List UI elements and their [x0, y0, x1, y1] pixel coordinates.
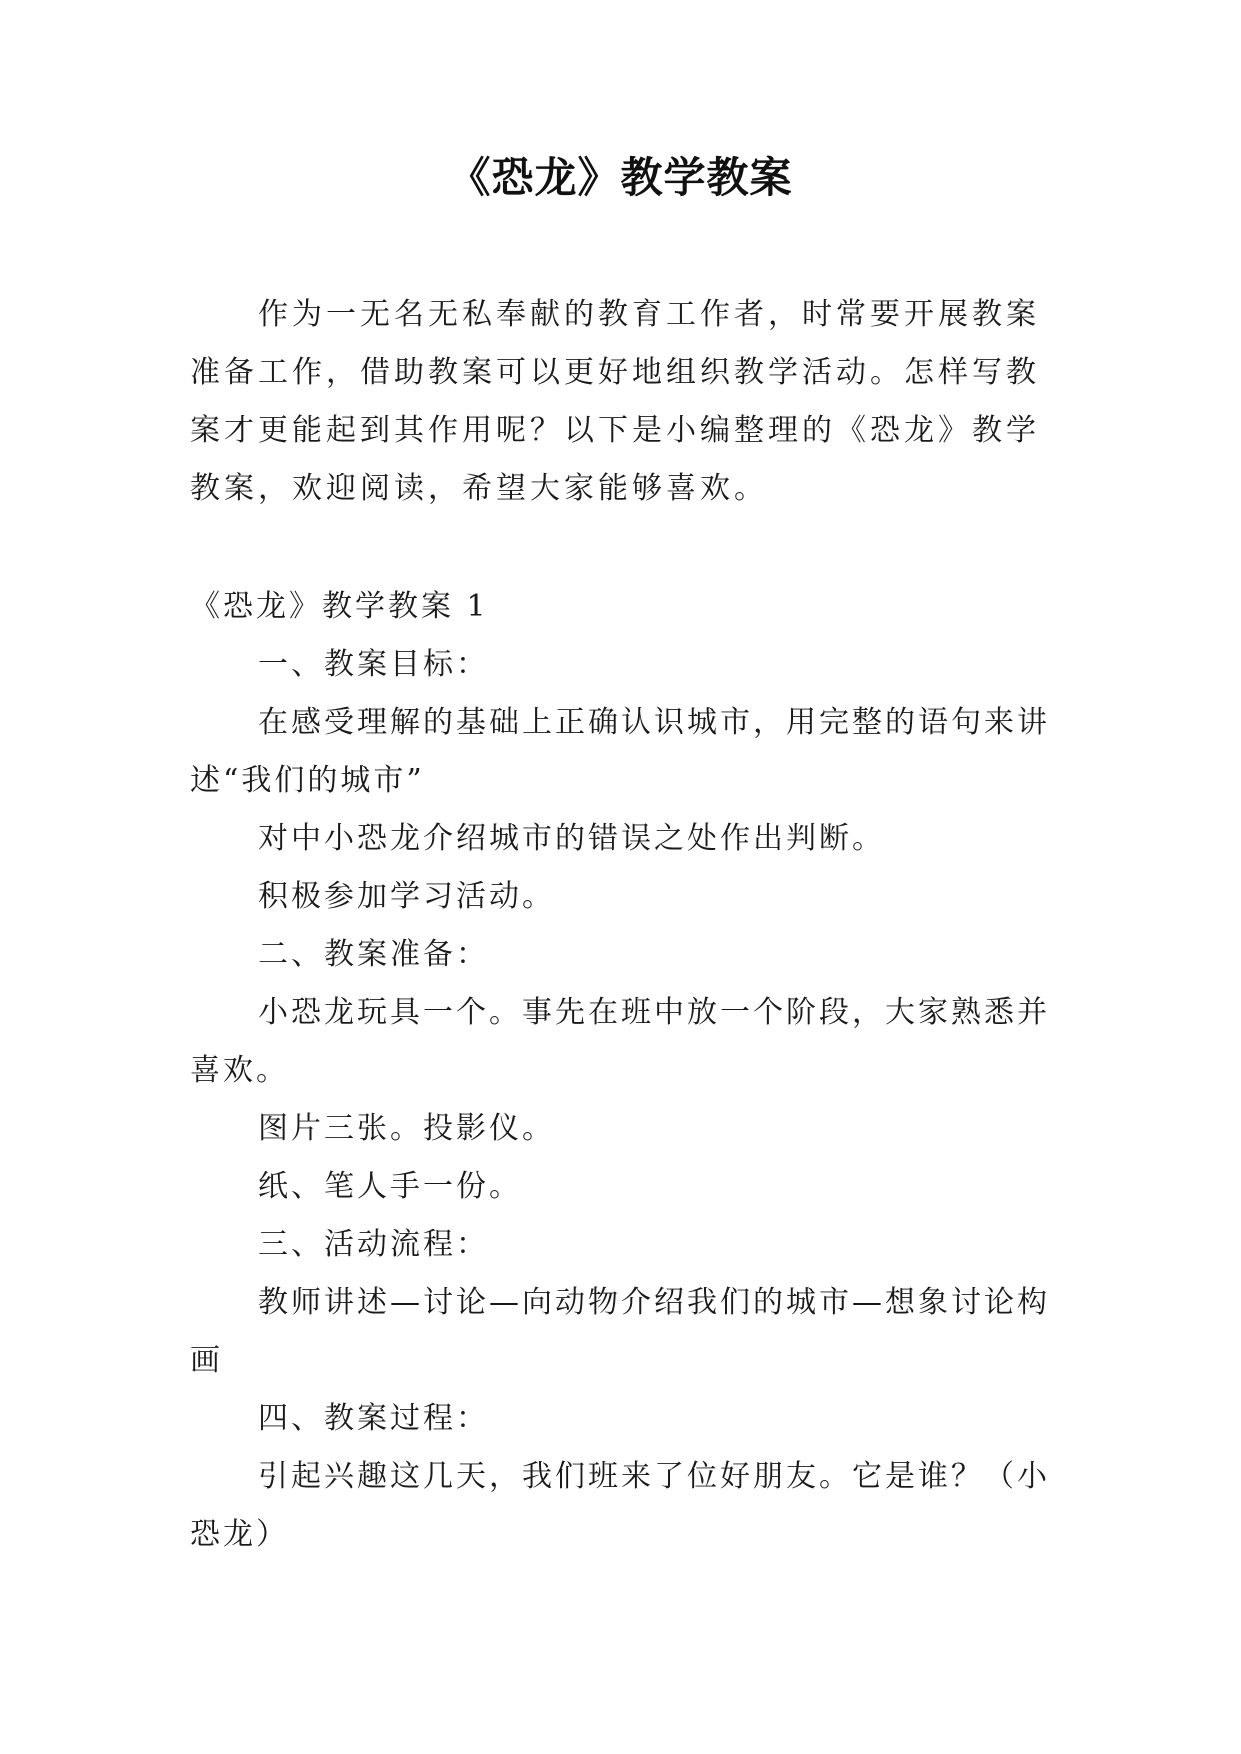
paragraph-process-1: 引起兴趣这几天，我们班来了位好朋友。它是谁？（小恐龙） — [190, 1459, 1050, 1552]
intro-paragraph: 作为一无名无私奉献的教育工作者，时常要开展教案准备工作，借助教案可以更好地组织教学活动。怎样写教案才更能起到其作用呢？以下是小编整理的《恐龙》教学教案，欢迎阅读，希望大家能够喜欢。 — [190, 297, 1040, 506]
paragraph-preparation-3: 纸、笔人手一份。 — [258, 1169, 522, 1204]
paragraph-process-heading: 四、教案过程： — [258, 1401, 489, 1436]
paragraph-objectives-heading: 一、教案目标： — [258, 647, 489, 682]
paragraph-preparation-2: 图片三张。投影仪。 — [258, 1111, 555, 1146]
document-title: 《恐龙》教学教案 — [448, 153, 793, 202]
paragraph-preparation-1: 小恐龙玩具一个。事先在班中放一个阶段，大家熟悉并喜欢。 — [190, 995, 1050, 1088]
section-heading: 《恐龙》教学教案 1 — [190, 589, 489, 624]
paragraph-objective-3: 积极参加学习活动。 — [258, 879, 555, 914]
paragraph-objective-1: 在感受理解的基础上正确认识城市，用完整的语句来讲述“我们的城市” — [190, 705, 1050, 798]
paragraph-preparation-heading: 二、教案准备： — [258, 937, 489, 972]
paragraph-flow-heading: 三、活动流程： — [258, 1227, 489, 1262]
paragraph-flow: 教师讲述—讨论—向动物介绍我们的城市—想象讨论构画 — [190, 1285, 1050, 1378]
lesson-section — [190, 578, 1050, 1564]
paragraph-objective-2: 对中小恐龙介绍城市的错误之处作出判断。 — [258, 821, 885, 856]
